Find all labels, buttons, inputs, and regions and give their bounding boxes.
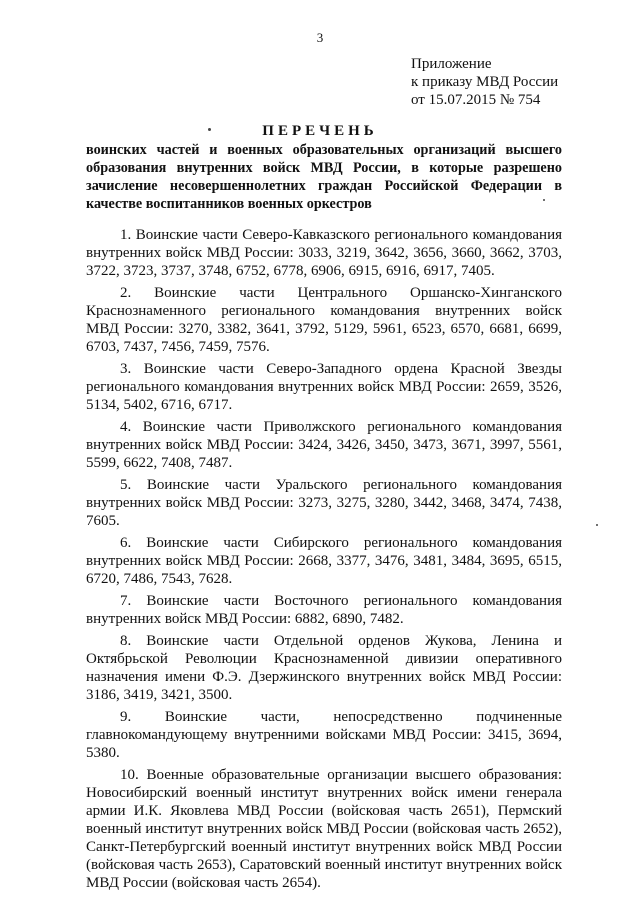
subtitle-line: зачисление несовершеннолетних граждан Российской Федерации в (86, 178, 562, 194)
list-item-line: армии И.К. Яковлева МВД России (войсковая часть 2651), Пермский (86, 803, 562, 819)
scan-speck (543, 199, 545, 201)
list-item-line: регионального командования внутренних войск МВД России: 2659, 3526, (86, 379, 562, 395)
list-item-line: 1. Воинские части Северо-Кавказского регионального командования (120, 227, 562, 243)
list-item-line: внутренних войск МВД России: 3424, 3426, 3450, 3473, 3671, 3997, 5561, (86, 437, 562, 453)
list-item-line: 7605. (86, 513, 120, 529)
list-item-line: главнокомандующему внутренними войсками МВД России: 3415, 3694, (86, 727, 562, 743)
scan-speck (596, 524, 598, 526)
list-item-line: Краснознаменного регионального командования внутренних войск (86, 303, 562, 319)
list-item-line: Новосибирский военный институт внутренних войск имени генерала (86, 785, 562, 801)
list-item-line: внутренних войск МВД России: 3033, 3219, 3642, 3656, 3660, 3662, 3703, (86, 245, 562, 261)
list-item-line: 3722, 3723, 3737, 3748, 6752, 6778, 6906, 6915, 6916, 6917, 7405. (86, 263, 495, 279)
list-item-line: Санкт-Петербургский военный институт внутренних войск МВД России (86, 839, 562, 855)
subtitle-line: образования внутренних войск МВД России, в которые разрешено (86, 160, 562, 176)
list-item-line: 3. Воинские части Северо-Западного ордена Красной Звезды (120, 361, 562, 377)
list-item (86, 708, 562, 762)
list-item (86, 476, 562, 530)
list-item (86, 632, 562, 704)
list-item-line: назначения имени Ф.Э. Дзержинского внутренних войск МВД России: (86, 669, 562, 685)
list-item-line: 5. Воинские части Уральского регионального командования (120, 477, 562, 493)
appendix-line-1: Приложение (411, 56, 492, 72)
list-item-line: Октябрьской Революции Краснознаменной дивизии оперативного (86, 651, 562, 667)
document-title: ПЕРЕЧЕНЬ (262, 123, 378, 139)
list-item (86, 226, 562, 280)
list-item-line: 10. Военные образовательные организации высшего образования: (120, 767, 562, 783)
list-item-line: МВД России: 3270, 3382, 3641, 3792, 5129, 5961, 6523, 6570, 6681, 6699, (86, 321, 562, 337)
subtitle-line: воинских частей и военных образовательных организаций высшего (86, 142, 562, 158)
list-item (86, 284, 562, 356)
list-item-line: 6720, 7486, 7543, 7628. (86, 571, 233, 587)
scan-speck (208, 128, 211, 131)
list-item-line: внутренних войск МВД России: 6882, 6890, 7482. (86, 611, 404, 627)
list-item-line: 5380. (86, 745, 120, 761)
list-item-line: 7. Воинские части Восточного регионального командования (120, 593, 562, 609)
list-item (86, 766, 562, 892)
appendix-line-3: от 15.07.2015 № 754 (411, 92, 541, 108)
list-item-line: 6703, 7437, 7456, 7459, 7576. (86, 339, 270, 355)
page-number: 3 (316, 30, 324, 45)
subtitle-line: качестве воспитанников военных оркестров (86, 196, 372, 212)
list-item-line: 8. Воинские части Отдельной орденов Жукова, Ленина и (120, 633, 562, 649)
list-item-line: МВД России (войсковая часть 2654). (86, 875, 321, 891)
list-item (86, 360, 562, 414)
list-item-line: 2. Воинские части Центрального Оршанско-Хинганского (120, 285, 562, 301)
units-list (86, 226, 562, 896)
list-item-line: внутренних войск МВД России: 2668, 3377, 3476, 3481, 3484, 3695, 6515, (86, 553, 562, 569)
appendix-header (411, 55, 558, 109)
list-item-line: 5134, 5402, 6716, 6717. (86, 397, 233, 413)
list-item (86, 534, 562, 588)
list-item-line: 4. Воинские части Приволжского регионального командования (120, 419, 562, 435)
list-item (86, 418, 562, 472)
list-item-line: внутренних войск МВД России: 3273, 3275, 3280, 3442, 3468, 3474, 7438, (86, 495, 562, 511)
list-item-line: 3186, 3419, 3421, 3500. (86, 687, 233, 703)
list-item-line: 5599, 6622, 7408, 7487. (86, 455, 233, 471)
list-item-line: военный институт внутренних войск МВД России (войсковая часть 2652), (86, 821, 562, 837)
appendix-line-2: к приказу МВД России (411, 74, 559, 90)
document-subtitle (86, 141, 562, 213)
list-item-line: (войсковая часть 2653), Саратовский военный институт внутренних войск (86, 857, 562, 873)
list-item-line: 9. Воинские части, непосредственно подчиненные (120, 709, 562, 725)
list-item-line: 6. Воинские части Сибирского регионального командования (120, 535, 562, 551)
list-item (86, 592, 562, 628)
